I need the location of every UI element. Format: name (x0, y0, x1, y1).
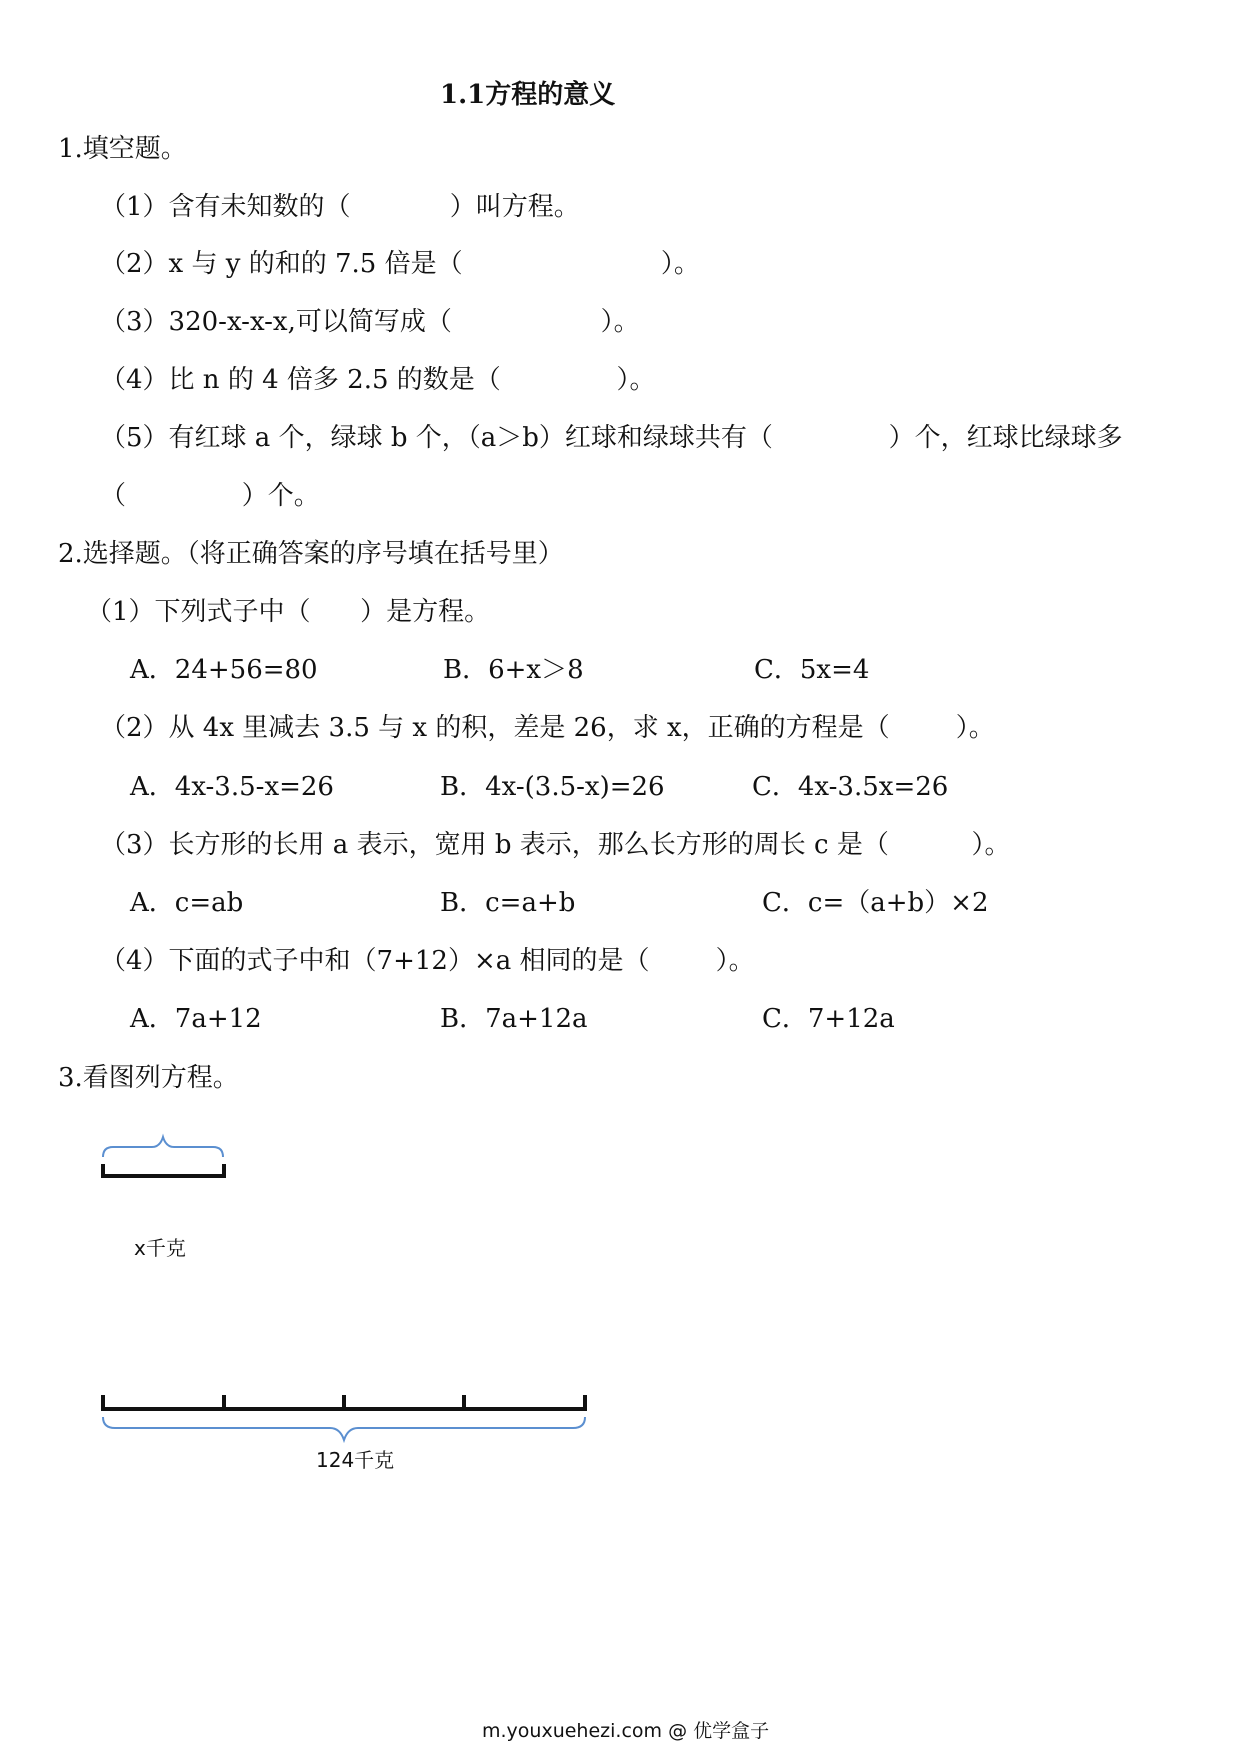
fill-item-5-continued: （ ）个。 (100, 481, 320, 511)
section-3-heading: 3.看图列方程。 (58, 1063, 239, 1093)
choice-1-option-c: C．5x=4 (754, 655, 870, 685)
choice-question-2: （2）从 4x 里减去 3.5 与 x 的积，差是 26，求 x，正确的方程是（ ）。 (100, 713, 995, 743)
top-label-x-kg: x千克 (134, 1236, 186, 1260)
choice-4-option-b: B．7a+12a (440, 1004, 588, 1034)
bottom-brace (103, 1417, 585, 1440)
choice-2-option-b: B．4x-(3.5-x)=26 (440, 772, 665, 802)
fill-item-4: （4）比 n 的 4 倍多 2.5 的数是（ ）。 (100, 365, 656, 395)
footer-watermark: m.youxuehezi.com @ 优学盒子 (482, 1720, 770, 1742)
top-brace (103, 1137, 223, 1157)
bottom-label-124-kg: 124千克 (316, 1448, 395, 1472)
choice-question-4: （4）下面的式子中和（7+12）×a 相同的是（ ）。 (100, 946, 755, 976)
choice-2-option-a: A．4x-3.5-x=26 (130, 772, 334, 802)
section-2-heading: 2.选择题。（将正确答案的序号填在括号里） (58, 539, 564, 569)
choice-3-option-b: B．c=a+b (440, 888, 576, 918)
fill-item-3: （3）320-x-x-x,可以简写成（ ）。 (100, 307, 640, 337)
choice-3-option-c: C．c=（a+b）×2 (762, 888, 989, 918)
choice-4-option-c: C．7+12a (762, 1004, 895, 1034)
fill-item-2: （2）x 与 y 的和的 7.5 倍是（ ）。 (100, 249, 700, 279)
choice-question-1: （1）下列式子中（ ）是方程。 (86, 597, 491, 627)
choice-1-option-a: A．24+56=80 (130, 655, 318, 685)
page-title: 1.1方程的意义 (440, 80, 616, 110)
choice-question-3: （3）长方形的长用 a 表示，宽用 b 表示，那么长方形的周长 c 是（ ）。 (100, 830, 1011, 860)
choice-1-option-b: B．6+x＞8 (443, 655, 584, 685)
choice-3-option-a: A．c=ab (130, 888, 244, 918)
choice-2-option-c: C．4x-3.5x=26 (752, 772, 949, 802)
fill-item-5: （5）有红球 a 个，绿球 b 个，（a＞b）红球和绿球共有（ ）个，红球比绿球多 (100, 423, 1123, 453)
fill-item-1: （1）含有未知数的（ ）叫方程。 (100, 192, 580, 222)
section-1-heading: 1.填空题。 (58, 134, 187, 164)
choice-4-option-a: A．7a+12 (130, 1004, 262, 1034)
